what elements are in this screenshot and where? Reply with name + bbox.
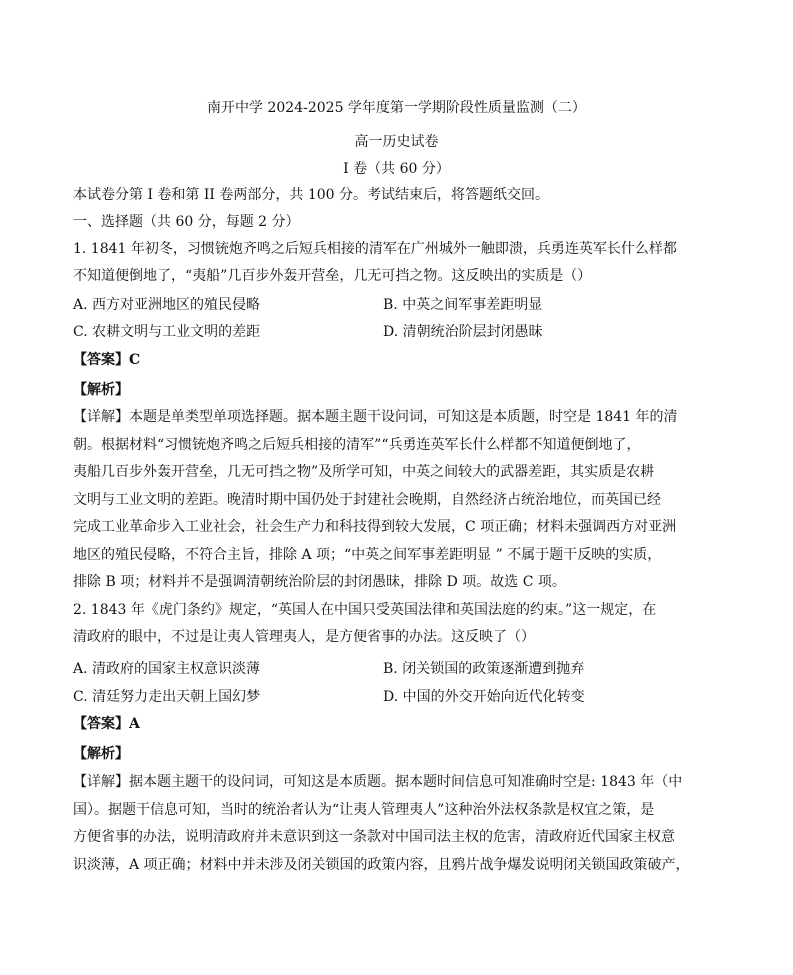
q1-answer: 【答案】C [73, 352, 141, 368]
q2-detail-line-4: 识淡薄，A 项正确；材料中并未涉及闭关锁国的政策内容，且鸦片战争爆发说明闭关锁国政策破产， [73, 857, 690, 873]
q2-stem-line-1: 2. 1843 年《虎门条约》规定，“英国人在中国只受英国法律和英国法庭的约束。”这一规定，在 [73, 602, 657, 618]
q2-detail-line-1: 【详解】据本题主题干的设问词，可知这是本质题。据本题时间信息可知准确时空是: 1843 年（中 [73, 774, 683, 790]
q2-detail-line-2: 国）。据题干信息可知，当时的统治者认为“让夷人管理夷人”这种治外法权条款是权宜之策，是 [73, 802, 655, 818]
q2-option-c: C. 清廷努力走出天朝上国幻梦 [73, 689, 261, 705]
section-heading: I 卷（共 60 分） [343, 161, 450, 177]
q1-detail-line-3: 夷船几百步外轰开营垒，几无可挡之物”及所学可知，中英之间较大的武器差距，其实质是农耕 [73, 464, 655, 480]
exam-subtitle: 高一历史试卷 [354, 134, 439, 150]
q1-detail-line-7: 排除 B 项；材料并不是强调清朝统治阶层的封闭愚昧，排除 D 项。故选 C 项。 [73, 574, 566, 590]
q2-option-d: D. 中国的外交开始向近代化转变 [383, 689, 585, 705]
exam-title: 南开中学 2024-2025 学年度第一学期阶段性质量监测（二） [207, 100, 586, 116]
q2-analysis-label: 【解析】 [73, 746, 129, 762]
q1-analysis-label: 【解析】 [73, 382, 129, 398]
q1-detail-line-6: 地区的殖民侵略，不符合主旨，排除 A 项；“中英之间军事差距明显 ” 不属于题干反映的实质， [73, 547, 662, 563]
q1-option-b: B. 中英之间军事差距明显 [383, 297, 543, 313]
q1-stem-line-2: 不知道便倒地了，“夷船”几百步外轰开营垒，几无可挡之物。这反映出的实质是（） [73, 268, 592, 284]
q2-detail-line-3: 方便省事的办法，说明清政府并未意识到这一条款对中国司法主权的危害，清政府近代国家主权意 [73, 829, 675, 845]
q2-option-a: A. 清政府的国家主权意识淡薄 [73, 661, 261, 677]
q2-option-b: B. 闭关锁国的政策逐渐遭到抛弃 [383, 661, 585, 677]
q1-detail-line-4: 文明与工业文明的差距。晚清时期中国仍处于封建社会晚期，自然经济占统治地位，而英国已经 [73, 492, 661, 508]
q1-stem-line-1: 1. 1841 年初冬，习惯铳炮齐鸣之后短兵相接的清军在广州城外一触即溃，兵勇连英军长什么样都 [73, 241, 677, 257]
q2-stem-line-2: 清政府的眼中，不过是让夷人管理夷人，是方便省事的办法。这反映了（） [73, 629, 535, 645]
intro-line-2: 一、选择题（共 60 分，每题 2 分） [73, 214, 300, 230]
q1-option-c: C. 农耕文明与工业文明的差距 [73, 324, 261, 340]
q1-detail-line-2: 朝。根据材料“习惯铳炮齐鸣之后短兵相接的清军”“兵勇连英军长什么样都不知道便倒地了， [73, 437, 641, 453]
q1-option-d: D. 清朝统治阶层封闭愚昧 [383, 324, 543, 340]
intro-line-1: 本试卷分第 I 卷和第 II 卷两部分，共 100 分。考试结束后，将答题纸交回。 [73, 187, 550, 203]
q1-detail-line-1: 【详解】本题是单类型单项选择题。据本题主题干设问词，可知这是本质题，时空是 1841 年的清 [73, 409, 678, 425]
q2-answer: 【答案】A [73, 716, 140, 732]
q1-option-a: A. 西方对亚洲地区的殖民侵略 [73, 297, 261, 313]
q1-detail-line-5: 完成工业革命步入工业社会，社会生产力和科技得到较大发展，C 项正确；材料未强调西方对亚洲 [73, 519, 677, 535]
